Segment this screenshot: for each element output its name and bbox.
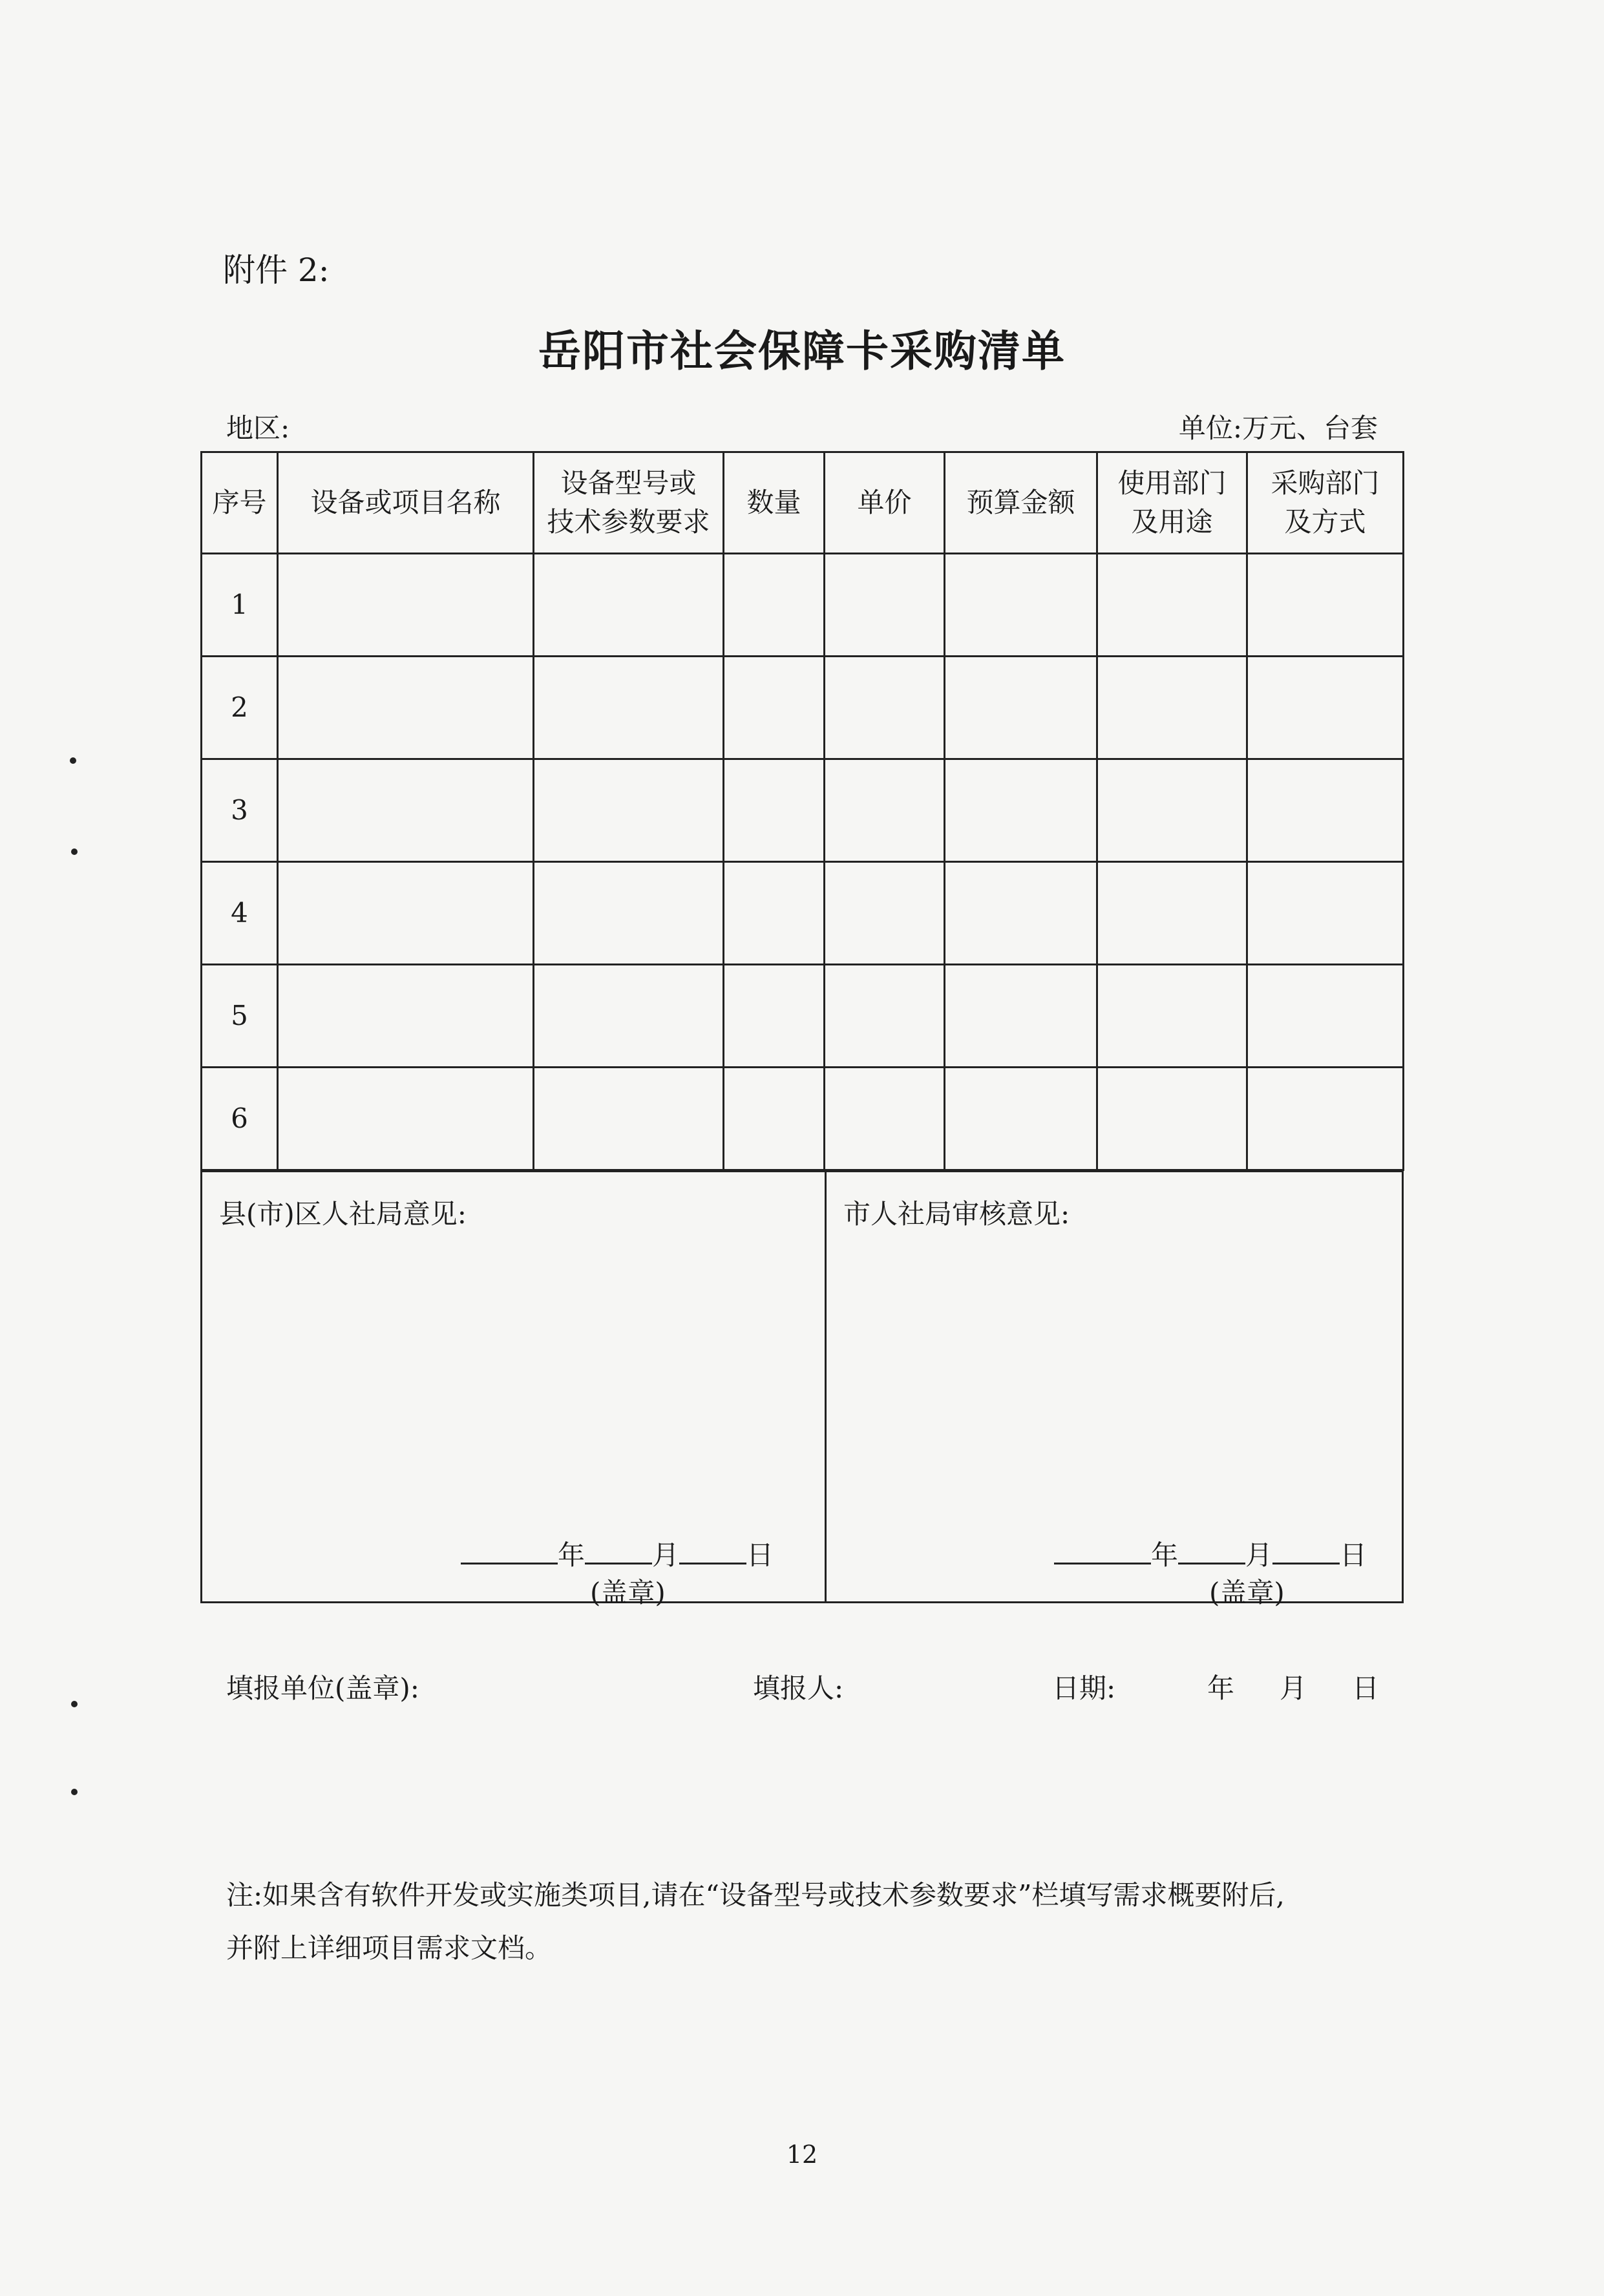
cell-item-name[interactable]	[278, 1068, 534, 1170]
cell-model-spec[interactable]	[534, 965, 724, 1068]
table-row	[202, 862, 1404, 965]
column-header-budget: 预算金额	[945, 452, 1097, 554]
day-blank[interactable]	[1272, 1537, 1340, 1564]
cell-unit-price[interactable]	[825, 965, 945, 1068]
table-row	[202, 1068, 1404, 1170]
attachment-label: 附件 2:	[223, 251, 330, 289]
procurement-table	[200, 451, 1404, 1171]
date-year-label: 年	[1207, 1672, 1235, 1704]
cell-quantity[interactable]	[724, 862, 825, 965]
cell-using-dept[interactable]	[1097, 965, 1247, 1068]
cell-purchasing-dept[interactable]	[1247, 657, 1404, 759]
row-number: 3	[202, 759, 278, 862]
year-label: 年	[1151, 1539, 1179, 1571]
cell-budget[interactable]	[945, 759, 1097, 862]
filler-label: 填报人:	[753, 1672, 844, 1704]
cell-item-name[interactable]	[278, 965, 534, 1068]
month-blank[interactable]	[585, 1537, 652, 1564]
column-header-unit-price: 单价	[825, 452, 945, 554]
region-label: 地区:	[226, 412, 290, 444]
cell-purchasing-dept[interactable]	[1247, 554, 1404, 657]
cell-unit-price[interactable]	[825, 759, 945, 862]
column-header-quantity: 数量	[724, 452, 825, 554]
column-header-purchasing-dept: 采购部门 及方式	[1247, 452, 1404, 554]
cell-model-spec[interactable]	[534, 1068, 724, 1170]
cell-using-dept[interactable]	[1097, 862, 1247, 965]
table-header-row	[202, 452, 1404, 554]
row-number: 2	[202, 657, 278, 759]
year-label: 年	[558, 1539, 586, 1571]
column-header-using-dept: 使用部门 及用途	[1097, 452, 1247, 554]
note-line-2: 并附上详细项目需求文档。	[226, 1932, 553, 1964]
cell-budget[interactable]	[945, 657, 1097, 759]
cell-quantity[interactable]	[724, 965, 825, 1068]
cell-item-name[interactable]	[278, 657, 534, 759]
cell-unit-price[interactable]	[825, 1068, 945, 1170]
year-blank[interactable]	[1054, 1537, 1151, 1564]
cell-quantity[interactable]	[724, 554, 825, 657]
cell-purchasing-dept[interactable]	[1247, 862, 1404, 965]
city-opinion-label: 市人社局审核意见:	[843, 1198, 1070, 1230]
county-opinion-box[interactable]	[200, 1170, 825, 1608]
month-blank[interactable]	[1178, 1537, 1245, 1564]
cell-unit-price[interactable]	[825, 554, 945, 657]
day-label: 日	[1340, 1539, 1367, 1571]
row-number: 6	[202, 1068, 278, 1170]
cell-model-spec[interactable]	[534, 759, 724, 862]
day-label: 日	[746, 1539, 774, 1571]
day-blank[interactable]	[679, 1537, 746, 1564]
table-row	[202, 554, 1404, 657]
fill-unit-label: 填报单位(盖章):	[226, 1672, 419, 1704]
cell-unit-price[interactable]	[825, 862, 945, 965]
cell-using-dept[interactable]	[1097, 1068, 1247, 1170]
column-header-item-name: 设备或项目名称	[278, 452, 534, 554]
cell-item-name[interactable]	[278, 862, 534, 965]
row-number: 4	[202, 862, 278, 965]
county-seal-label: (盖章)	[590, 1577, 666, 1608]
column-header-seq: 序号	[202, 452, 278, 554]
row-number: 5	[202, 965, 278, 1068]
cell-unit-price[interactable]	[825, 657, 945, 759]
date-month-label: 月	[1280, 1672, 1307, 1704]
cell-model-spec[interactable]	[534, 657, 724, 759]
scan-speck	[71, 1789, 78, 1795]
cell-model-spec[interactable]	[534, 862, 724, 965]
county-opinion-label: 县(市)区人社局意见:	[219, 1198, 467, 1230]
date-label: 日期:	[1052, 1672, 1116, 1704]
cell-budget[interactable]	[945, 965, 1097, 1068]
unit-label: 单位:万元、台套	[1178, 412, 1378, 444]
cell-using-dept[interactable]	[1097, 759, 1247, 862]
cell-using-dept[interactable]	[1097, 657, 1247, 759]
page-number: 12	[786, 2140, 818, 2169]
column-header-model-spec: 设备型号或 技术参数要求	[534, 452, 724, 554]
cell-budget[interactable]	[945, 862, 1097, 965]
cell-purchasing-dept[interactable]	[1247, 965, 1404, 1068]
date-day-label: 日	[1352, 1672, 1380, 1704]
year-blank[interactable]	[461, 1537, 558, 1564]
cell-purchasing-dept[interactable]	[1247, 1068, 1404, 1170]
cell-quantity[interactable]	[724, 759, 825, 862]
row-number: 1	[202, 554, 278, 657]
note-line-1: 注:如果含有软件开发或实施类项目,请在“设备型号或技术参数要求”栏填写需求概要附后,	[226, 1879, 1285, 1911]
table-row	[202, 759, 1404, 862]
cell-item-name[interactable]	[278, 554, 534, 657]
table-row	[202, 965, 1404, 1068]
cell-quantity[interactable]	[724, 657, 825, 759]
scan-speck	[71, 1701, 78, 1707]
cell-item-name[interactable]	[278, 759, 534, 862]
city-opinion-box[interactable]	[825, 1170, 1404, 1608]
cell-budget[interactable]	[945, 554, 1097, 657]
city-date-line	[1054, 1534, 1367, 1573]
county-date-line	[461, 1534, 774, 1573]
scan-speck	[70, 757, 76, 764]
cell-purchasing-dept[interactable]	[1247, 759, 1404, 862]
table-row	[202, 657, 1404, 759]
cell-using-dept[interactable]	[1097, 554, 1247, 657]
cell-model-spec[interactable]	[534, 554, 724, 657]
cell-quantity[interactable]	[724, 1068, 825, 1170]
scan-speck	[71, 848, 78, 855]
document-title: 岳阳市社会保障卡采购清单	[538, 326, 1066, 376]
cell-budget[interactable]	[945, 1068, 1097, 1170]
month-label: 月	[1245, 1539, 1273, 1571]
month-label: 月	[652, 1539, 680, 1571]
city-seal-label: (盖章)	[1209, 1577, 1285, 1608]
